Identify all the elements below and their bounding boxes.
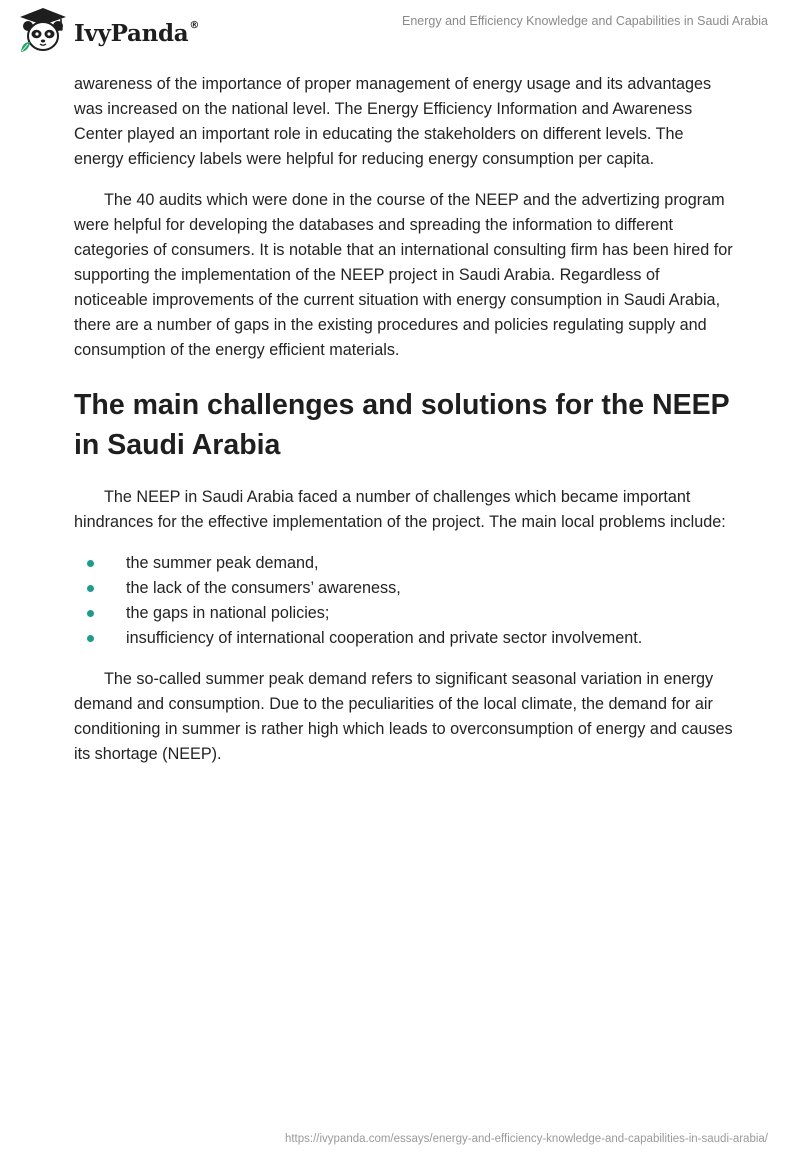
list-item: the lack of the consumers’ awareness,: [74, 576, 734, 601]
bullet-dot-icon: [87, 585, 94, 592]
running-title: Energy and Efficiency Knowledge and Capabilities in Saudi Arabia: [402, 14, 768, 28]
page-header: [0, 0, 800, 64]
source-url-link[interactable]: https://ivypanda.com/essays/energy-and-efficiency-knowledge-and-capabilities-in-saudi-arabia/: [284, 1133, 768, 1145]
list-item: insufficiency of international cooperation and private sector involvement.: [74, 626, 734, 651]
list-item: the summer peak demand,: [74, 551, 734, 576]
bullet-dot-icon: [87, 635, 94, 642]
essay-content: [74, 72, 734, 767]
paragraph-3: The NEEP in Saudi Arabia faced a number of challenges which became important hindrances for the effective implementation of the project. The main local problems include:: [74, 488, 726, 531]
bullet-dot-icon: [87, 610, 94, 617]
section-heading: The main challenges and solutions for the NEEP in Saudi Arabia: [74, 389, 730, 461]
ivypanda-logo[interactable]: [16, 6, 199, 56]
paragraph-4: The so-called summer peak demand refers to significant seasonal variation in energy demand and consumption. Due to the peculiarities of the local climate, the demand for air conditioning in summer is rather high which leads to overconsumption of energy and causes its shortage (NEEP).: [74, 670, 733, 763]
paragraph-2: The 40 audits which were done in the course of the NEEP and the advertizing program were helpful for developing the databases and spreading the information to different categories of consumers. It is notable that an international consulting firm has been hired for supporting the implementation of the NEEP project in Saudi Arabia. Regardless of noticeable improvements of the current situation with energy consumption in Saudi Arabia, there are a number of gaps in the existing procedures and policies regulating supply and consumption of the energy efficient materials.: [74, 191, 733, 359]
bullet-dot-icon: [87, 560, 94, 567]
logo-wordmark: IvyPanda®: [74, 19, 200, 47]
list-item: the gaps in national policies;: [74, 601, 734, 626]
panda-graduate-icon: [16, 6, 70, 56]
challenges-list: [74, 551, 734, 651]
paragraph-1: awareness of the importance of proper management of energy usage and its advantages was increased on the national level. The Energy Efficiency Information and Awareness Center played an important role in educating the stakeholders on different levels. The energy efficiency labels were helpful for reducing energy consumption per capita.: [74, 75, 712, 168]
